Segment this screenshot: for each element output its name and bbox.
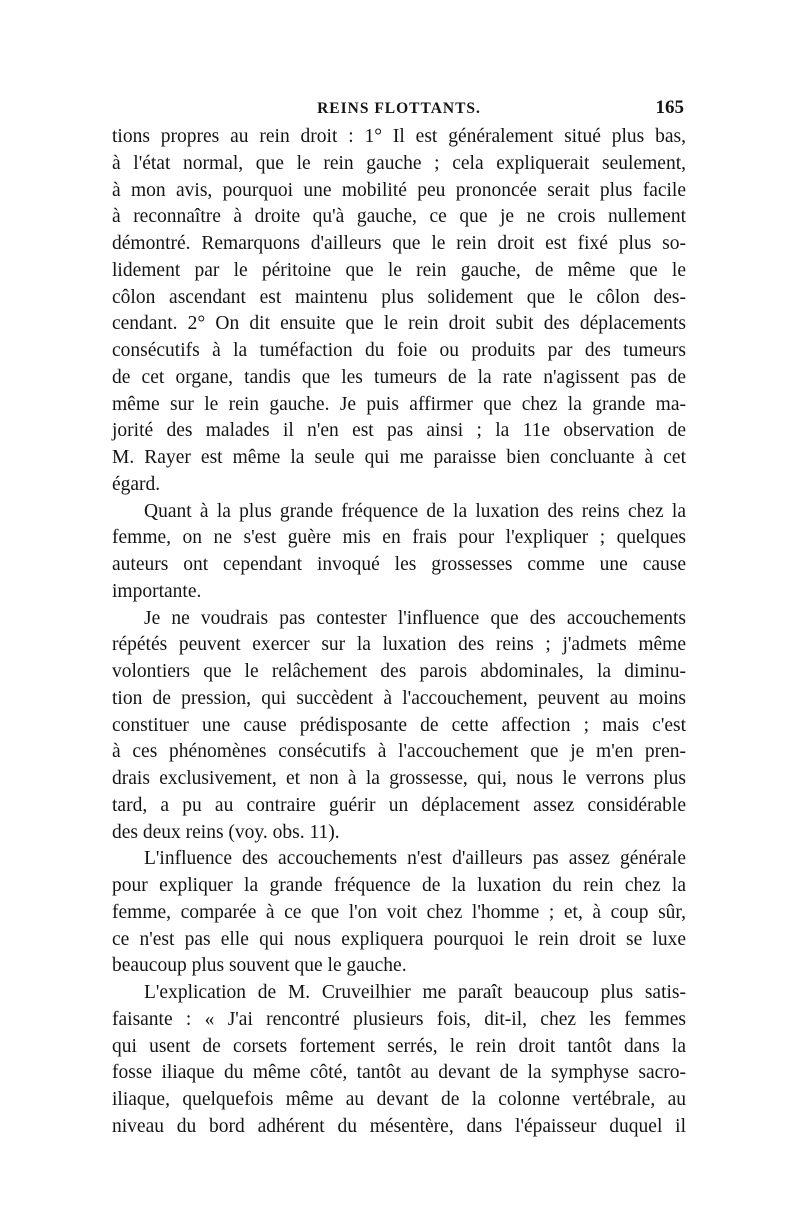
- paragraph-line: constituer une cause prédisposante de cette affection ; mais c'est: [112, 714, 686, 736]
- paragraph-line: des deux reins (voy. obs. 11).: [112, 821, 340, 843]
- paragraph-line: lidement par le péritoine que le rein gauche, de même que le: [112, 259, 686, 281]
- paragraph-line: L'explication de M. Cruveilhier me paraît beaucoup plus satis-: [144, 982, 686, 1003]
- paragraph-line: à mon avis, pourquoi une mobilité peu prononcée serait plus facile: [112, 179, 686, 201]
- page-number: 165: [655, 97, 684, 118]
- paragraph-line: même sur le rein gauche. Je puis affirmer que chez la grande ma-: [112, 393, 686, 415]
- paragraph-line: à ces phénomènes consécutifs à l'accouchement que je m'en pren-: [112, 741, 686, 763]
- paragraph-line: à l'état normal, que le rein gauche ; cela expliquerait seulement,: [112, 152, 686, 174]
- paragraph-line: femme, on ne s'est guère mis en frais pour l'expliquer ; quelques: [112, 527, 686, 549]
- paragraph-line: de cet organe, tandis que les tumeurs de la rate n'agissent pas de: [112, 366, 686, 388]
- paragraph-line: démontré. Remarquons d'ailleurs que le rein droit est fixé plus so-: [112, 233, 686, 254]
- paragraph-line: fosse iliaque du même côté, tantôt au devant de la symphyse sacro-: [112, 1062, 686, 1084]
- paragraph-line: répétés peuvent exercer sur la luxation des reins ; j'admets même: [112, 634, 686, 656]
- paragraph-line: Quant à la plus grande fréquence de la luxation des reins chez la: [144, 500, 686, 522]
- paragraph-line: drais exclusivement, et non à la grossesse, qui, nous le verrons plus: [112, 768, 686, 789]
- paragraph-line: beaucoup plus souvent que le gauche.: [112, 955, 407, 977]
- paragraph-line: tion de pression, qui succèdent à l'accouchement, peuvent au moins: [112, 687, 686, 709]
- paragraph-line: niveau du bord adhérent du mésentère, dans l'épaisseur duquel il: [112, 1115, 686, 1137]
- paragraph-line: côlon ascendant est maintenu plus solidement que le côlon des-: [112, 286, 686, 308]
- paragraph-line: importante.: [112, 580, 202, 602]
- paragraph-line: M. Rayer est même la seule qui me paraisse bien concluante à cet: [112, 447, 686, 468]
- running-head: REINS FLOTTANTS.: [317, 100, 481, 117]
- paragraph-line: tard, a pu au contraire guérir un déplacement assez considérable: [112, 794, 686, 816]
- paragraph-line: Je ne voudrais pas contester l'influence que des accouchements: [144, 607, 686, 629]
- paragraph-line: tions propres au rein droit : 1° Il est généralement situé plus bas,: [112, 126, 686, 147]
- paragraph-line: L'influence des accouchements n'est d'ailleurs pas assez générale: [144, 848, 686, 870]
- paragraph-line: à reconnaître à droite qu'à gauche, ce que je ne crois nullement: [112, 206, 686, 228]
- paragraph-line: faisante : « J'ai rencontré plusieurs fois, dit-il, chez les femmes: [112, 1008, 686, 1030]
- paragraph-line: volontiers que le relâchement des parois abdominales, la diminu-: [112, 661, 686, 682]
- book-page: [112, 96, 686, 1141]
- paragraph-line: jorité des malades il n'en est pas ainsi ; la 11e observation de: [112, 420, 686, 442]
- body-text: [112, 124, 686, 1141]
- paragraph-line: pour expliquer la grande fréquence de la luxation du rein chez la: [112, 875, 686, 896]
- paragraph-line: cendant. 2° On dit ensuite que le rein droit subit des déplacements: [112, 313, 686, 335]
- paragraph-line: ce n'est pas elle qui nous expliquera pourquoi le rein droit se luxe: [112, 928, 686, 950]
- paragraph-line: iliaque, quelquefois même au devant de la colonne vertébrale, au: [112, 1089, 686, 1110]
- page-header: [112, 96, 686, 122]
- paragraph-line: auteurs ont cependant invoqué les grossesses comme une cause: [112, 554, 686, 575]
- paragraph-line: femme, comparée à ce que l'on voit chez l'homme ; et, à coup sûr,: [112, 901, 686, 923]
- paragraph-line: consécutifs à la tuméfaction du foie ou produits par des tumeurs: [112, 340, 686, 361]
- paragraph-line: égard.: [112, 473, 161, 495]
- paragraph-line: qui usent de corsets fortement serrés, le rein droit tantôt dans la: [112, 1035, 686, 1057]
